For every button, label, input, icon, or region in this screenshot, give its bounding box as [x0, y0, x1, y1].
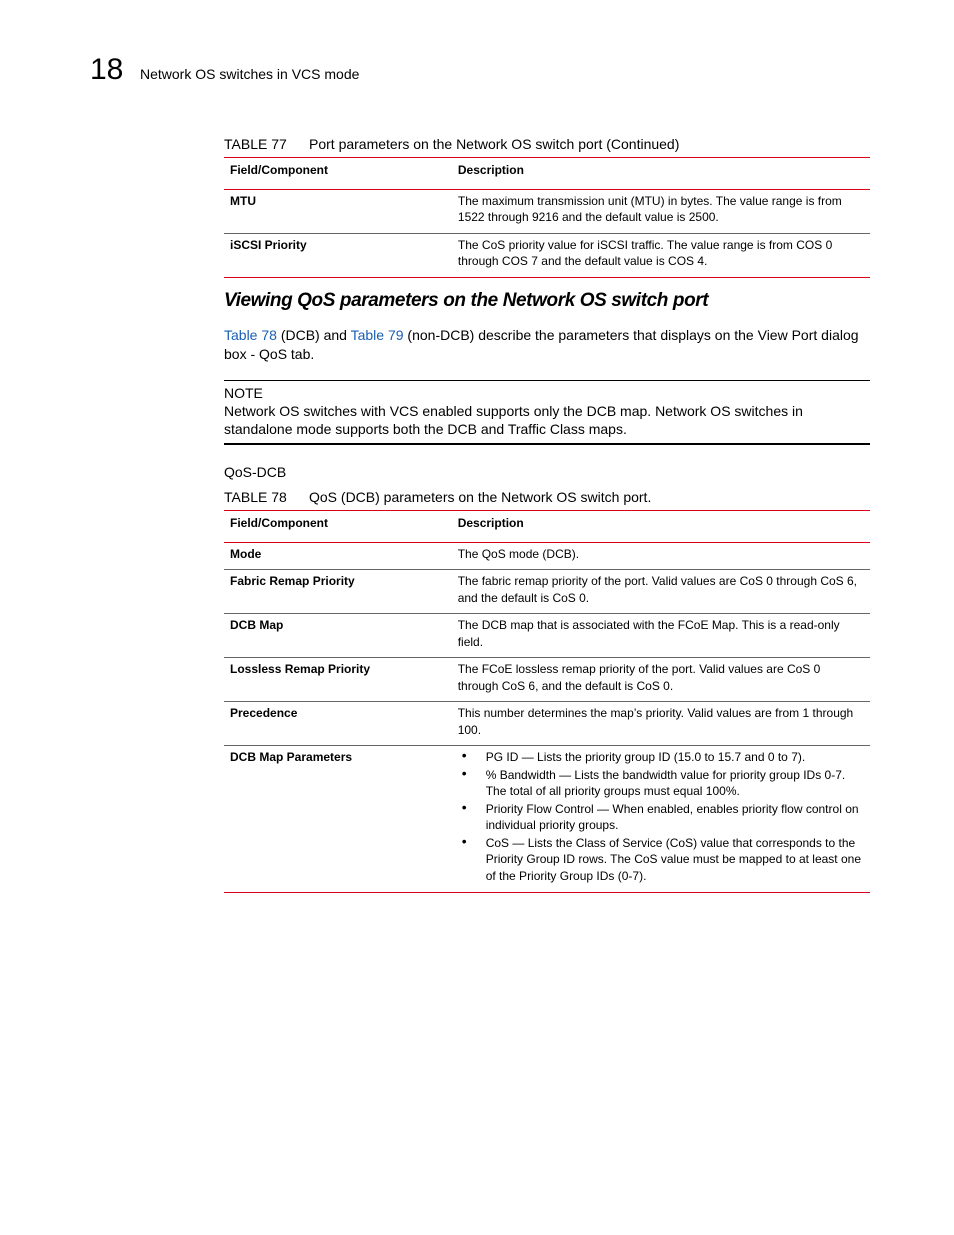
table77-field: MTU	[224, 189, 452, 233]
table78-field: DCB Map	[224, 614, 452, 658]
table78-field: DCB Map Parameters	[230, 750, 353, 764]
subheading-qos-dcb: QoS-DCB	[224, 464, 287, 480]
table77-description: The CoS priority value for iSCSI traffic. The value range is from COS 0 through COS 7 and the default value is COS 4.	[457, 237, 833, 268]
table78-field: Precedence	[224, 702, 452, 746]
note-box	[224, 380, 870, 445]
list-item-text: Priority Flow Control — When enabled, enables priority flow control on individual priority groups.	[485, 801, 859, 832]
table77	[224, 157, 870, 278]
table78	[224, 510, 870, 893]
list-item-text: CoS — Lists the Class of Service (CoS) value that corresponds to the Priority Group ID rows. The CoS value must be mapped to at least one of the Priority Group IDs (0-7).	[485, 835, 861, 883]
table77-header-description: Description	[452, 158, 870, 190]
table-row	[224, 746, 870, 893]
table-row	[224, 233, 870, 277]
table78-caption	[224, 488, 870, 506]
intro-text: tab.	[287, 346, 315, 362]
table77-label: TABLE 77	[224, 136, 287, 152]
intro-text: (non-DCB) describe the parameters that displays on the	[403, 327, 758, 343]
table78-description: The fabric remap priority of the port. Valid values are CoS 0 through CoS 6, and the default is CoS 0.	[452, 570, 870, 614]
bullet-icon: •	[461, 832, 467, 849]
intro-text: dialog box -	[224, 327, 859, 362]
table77-caption	[224, 135, 870, 153]
table-row	[224, 658, 870, 702]
intro-paragraph	[224, 326, 870, 364]
table77-title: Port parameters on the Network OS switch port (Continued)	[309, 136, 680, 152]
list-item-text: PG ID — Lists the priority group ID (15.0 to 15.7 and 0 to 7).	[485, 750, 806, 764]
table78-description: The DCB map that is associated with the FCoE Map. This is a read-only field.	[452, 614, 870, 658]
table-row	[224, 570, 870, 614]
table78-link[interactable]: Table 78	[224, 327, 277, 343]
note-text: Network OS switches with VCS enabled supports only the DCB map. Network OS switches in standalone mode supports both the DCB and Traffic Class maps.	[224, 403, 803, 437]
table78-description	[452, 746, 870, 893]
intro-text: (DCB) and	[276, 327, 351, 343]
bullet-icon: •	[461, 747, 467, 763]
qos-tab-label: QoS	[259, 346, 288, 362]
list-item	[458, 749, 864, 766]
list-item	[458, 798, 864, 834]
list-item	[458, 764, 864, 800]
list-item	[458, 832, 864, 885]
table77-field: iSCSI Priority	[230, 237, 307, 252]
table79-link[interactable]: Table 79	[350, 327, 404, 343]
table78-description: The QoS mode (DCB).	[452, 542, 870, 570]
table78-description: The FCoE lossless remap priority of the port. Valid values are CoS 0 through CoS 6, and the default is CoS 0.	[452, 658, 870, 702]
table78-field: Fabric Remap Priority	[224, 570, 452, 614]
table78-field: Lossless Remap Priority	[224, 658, 452, 702]
list-item-text: % Bandwidth — Lists the bandwidth value for priority group IDs 0-7. The total of all priority groups must equal 100%.	[485, 767, 846, 798]
view-port-label: View Port	[757, 327, 818, 343]
bullet-icon: •	[461, 764, 467, 781]
table77-header-field: Field/Component	[224, 158, 452, 190]
bullet-icon: •	[461, 798, 467, 815]
table78-header-field: Field/Component	[224, 511, 452, 543]
table77-description: The maximum transmission unit (MTU) in bytes. The value range is from 1522 through 9216 and the default value is 2500.	[452, 189, 870, 233]
table78-title: QoS (DCB) parameters on the Network OS switch port.	[309, 489, 652, 505]
section-heading: Viewing QoS parameters on the Network OS switch port	[224, 290, 709, 311]
table-row	[224, 189, 870, 233]
note-title: NOTE	[224, 385, 263, 401]
chapter-title: Network OS switches in VCS mode	[140, 66, 360, 82]
table-row	[224, 702, 870, 746]
dcb-map-parameters-list	[458, 749, 864, 884]
table78-description: This number determines the map’s priority. Valid values are from 1 through 100.	[452, 702, 870, 746]
table78-header-description: Description	[452, 511, 870, 543]
chapter-number: 18	[90, 53, 124, 86]
table-row	[224, 542, 870, 570]
table-row	[224, 614, 870, 658]
table78-field: Mode	[224, 542, 452, 570]
table78-label: TABLE 78	[224, 489, 287, 505]
